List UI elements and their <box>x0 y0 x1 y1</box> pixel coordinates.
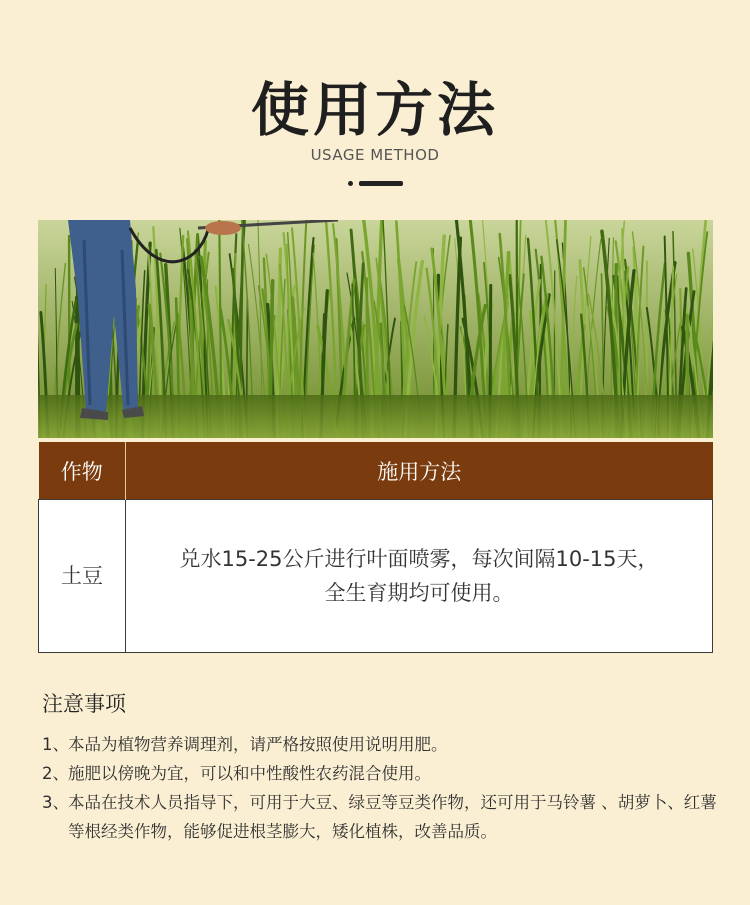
divider-bar <box>359 181 403 186</box>
page-title: 使用方法 <box>250 76 499 144</box>
divider-dot <box>348 181 353 186</box>
method-line-2: 全生育期均可使用。 <box>324 581 514 605</box>
note-text: 本品为植物营养调理剂，请严格按照使用说明用肥。 <box>68 735 448 754</box>
note-text: 本品在技术人员指导下，可用于大豆、绿豆等豆类作物，还可用于马铃薯 、胡萝卜、红薯等根经类作物，能够促进根茎膨大，矮化植株，改善品质。 <box>68 793 717 841</box>
note-item <box>42 730 722 759</box>
note-number: 2、 <box>42 764 69 783</box>
notes-title: 注意事项 <box>42 692 126 716</box>
note-text: 施肥以傍晚为宜，可以和中性酸性农药混合使用。 <box>68 764 431 783</box>
note-number: 1、 <box>42 735 69 754</box>
column-header-method: 施用方法 <box>126 442 713 500</box>
note-item <box>42 788 722 846</box>
notes-list <box>42 730 722 846</box>
method-cell <box>126 500 713 653</box>
note-item <box>42 759 722 788</box>
table-row <box>39 500 713 653</box>
rice-field-photo <box>38 220 713 438</box>
page-subtitle: USAGE METHOD <box>310 146 440 164</box>
usage-table <box>38 442 713 653</box>
method-line-1: 兑水15-25公斤进行叶面喷雾，每次间隔10-15天， <box>179 547 659 571</box>
table-header-row <box>39 442 713 500</box>
crop-cell: 土豆 <box>39 500 126 653</box>
note-number: 3、 <box>42 793 69 812</box>
column-header-crop: 作物 <box>39 442 126 500</box>
